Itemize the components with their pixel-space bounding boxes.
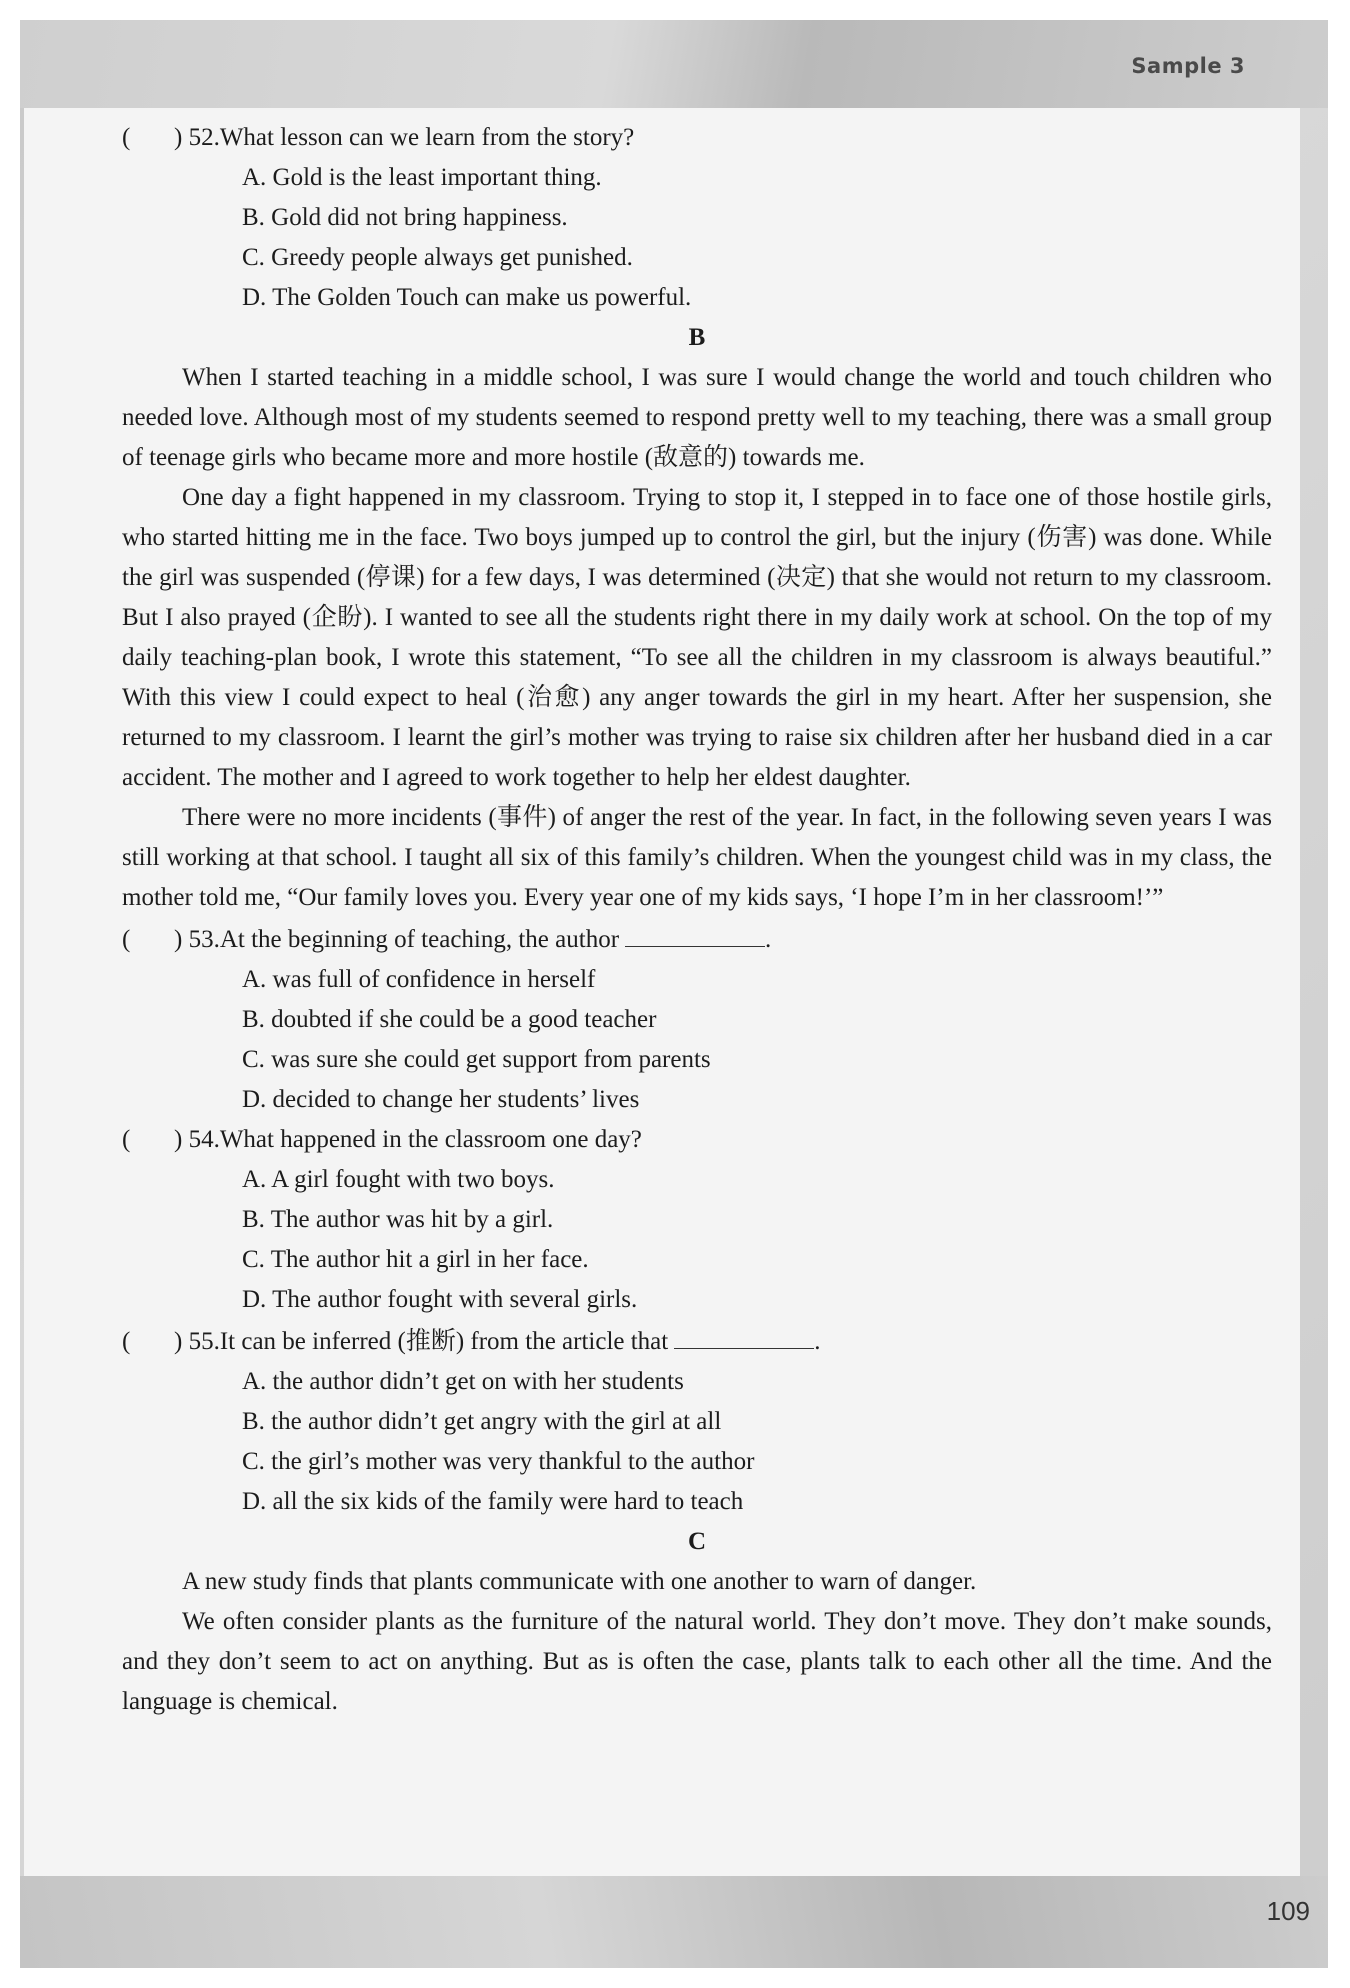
answer-bracket-close: ) (174, 1126, 183, 1153)
option-c: C. The author hit a girl in her face. (242, 1246, 589, 1273)
answer-blank[interactable] (674, 1320, 814, 1349)
option-a: A. was full of confidence in herself (242, 966, 596, 993)
question-number: 52. (188, 124, 220, 151)
stem-end: . (765, 926, 772, 953)
answer-bracket-close: ) (174, 124, 183, 151)
option-b: B. the author didn’t get angry with the girl at all (242, 1408, 722, 1435)
answer-bracket-open: ( (122, 926, 131, 953)
section-heading-c: C (687, 1528, 707, 1555)
question-number: 54. (188, 1126, 220, 1153)
answer-bracket-close: ) (174, 926, 183, 953)
question-stem: What lesson can we learn from the story? (219, 124, 635, 151)
option-d: D. The author fought with several girls. (242, 1286, 638, 1313)
option-b: B. doubted if she could be a good teacher (242, 1006, 657, 1033)
question-stem: It can be inferred (推断) from the article that (219, 1328, 669, 1355)
passage-c-paragraph-2: We often consider plants as the furniture of the natural world. They don’t move. They don’t make sounds, and they don’t seem to act on anything. But as is often the case, plants talk to each other all the time. And the language is chemical. (122, 1608, 1272, 1715)
option-a: A. Gold is the least important thing. (242, 164, 602, 191)
option-d: D. The Golden Touch can make us powerful. (242, 284, 692, 311)
option-b: B. Gold did not bring happiness. (242, 204, 568, 231)
stem-end: . (814, 1328, 821, 1355)
passage-b-paragraph-1: When I started teaching in a middle school, I was sure I would change the world and touch children who needed love. Although most of my students seemed to respond pretty well to my teaching, there was a small group of teenage girls who became more and more hostile (敌意的) towards me. (122, 364, 1272, 471)
answer-blank[interactable] (625, 918, 765, 947)
question-stem: At the beginning of teaching, the author (219, 926, 620, 953)
option-d: D. decided to change her students’ lives (242, 1086, 640, 1113)
option-a: A. A girl fought with two boys. (242, 1166, 555, 1193)
passage-b-paragraph-3: There were no more incidents (事件) of anger the rest of the year. In fact, in the following seven years I was still working at that school. I taught all six of this family’s children. When the youngest child was in my class, the mother told me, “Our family loves you. Every year one of my kids says, ‘I hope I’m in her classroom!’” (122, 804, 1272, 911)
question-54 (122, 1120, 1272, 1160)
passage-b-paragraph-2: One day a fight happened in my classroom. Trying to stop it, I stepped in to face one of those hostile girls, who started hitting me in the face. Two boys jumped up to control the girl, but the injury (伤害) was done. While the girl was suspended (停课) for a few days, I was determined (决定) that she would not return to my classroom. But I also prayed (企盼). I wanted to see all the students right there in my daily work at school. On the top of my daily teaching-plan book, I wrote this statement, “To see all the children in my classroom is always beautiful.” With this view I could expect to heal (治愈) any anger towards the girl in my heart. After her suspension, she returned to my classroom. I learnt the girl’s mother was trying to raise six children after her husband died in a car accident. The mother and I agreed to work together to help her eldest daughter. (122, 484, 1272, 791)
question-stem: What happened in the classroom one day? (219, 1126, 642, 1153)
section-heading-b: B (688, 324, 706, 351)
answer-bracket-close: ) (174, 1328, 183, 1355)
option-c: C. Greedy people always get punished. (242, 244, 633, 271)
footer-band (20, 1876, 1328, 1968)
answer-bracket-open: ( (122, 1328, 131, 1355)
question-53 (122, 918, 1272, 960)
option-b: B. The author was hit by a girl. (242, 1206, 554, 1233)
passage-c-paragraph-1: A new study finds that plants communicate with one another to warn of danger. (182, 1568, 977, 1595)
option-a: A. the author didn’t get on with her students (242, 1368, 684, 1395)
answer-bracket-open: ( (122, 124, 131, 151)
option-c: C. was sure she could get support from parents (242, 1046, 711, 1073)
question-55 (122, 1320, 1272, 1362)
option-d: D. all the six kids of the family were hard to teach (242, 1488, 744, 1515)
question-number: 55. (188, 1328, 220, 1355)
page-number: 109 (1266, 1896, 1310, 1926)
answer-bracket-open: ( (122, 1126, 131, 1153)
page-content (122, 118, 1272, 1722)
question-52 (122, 118, 1272, 158)
question-number: 53. (188, 926, 220, 953)
option-c: C. the girl’s mother was very thankful to the author (242, 1448, 755, 1475)
running-head: Sample 3 (1131, 54, 1245, 78)
